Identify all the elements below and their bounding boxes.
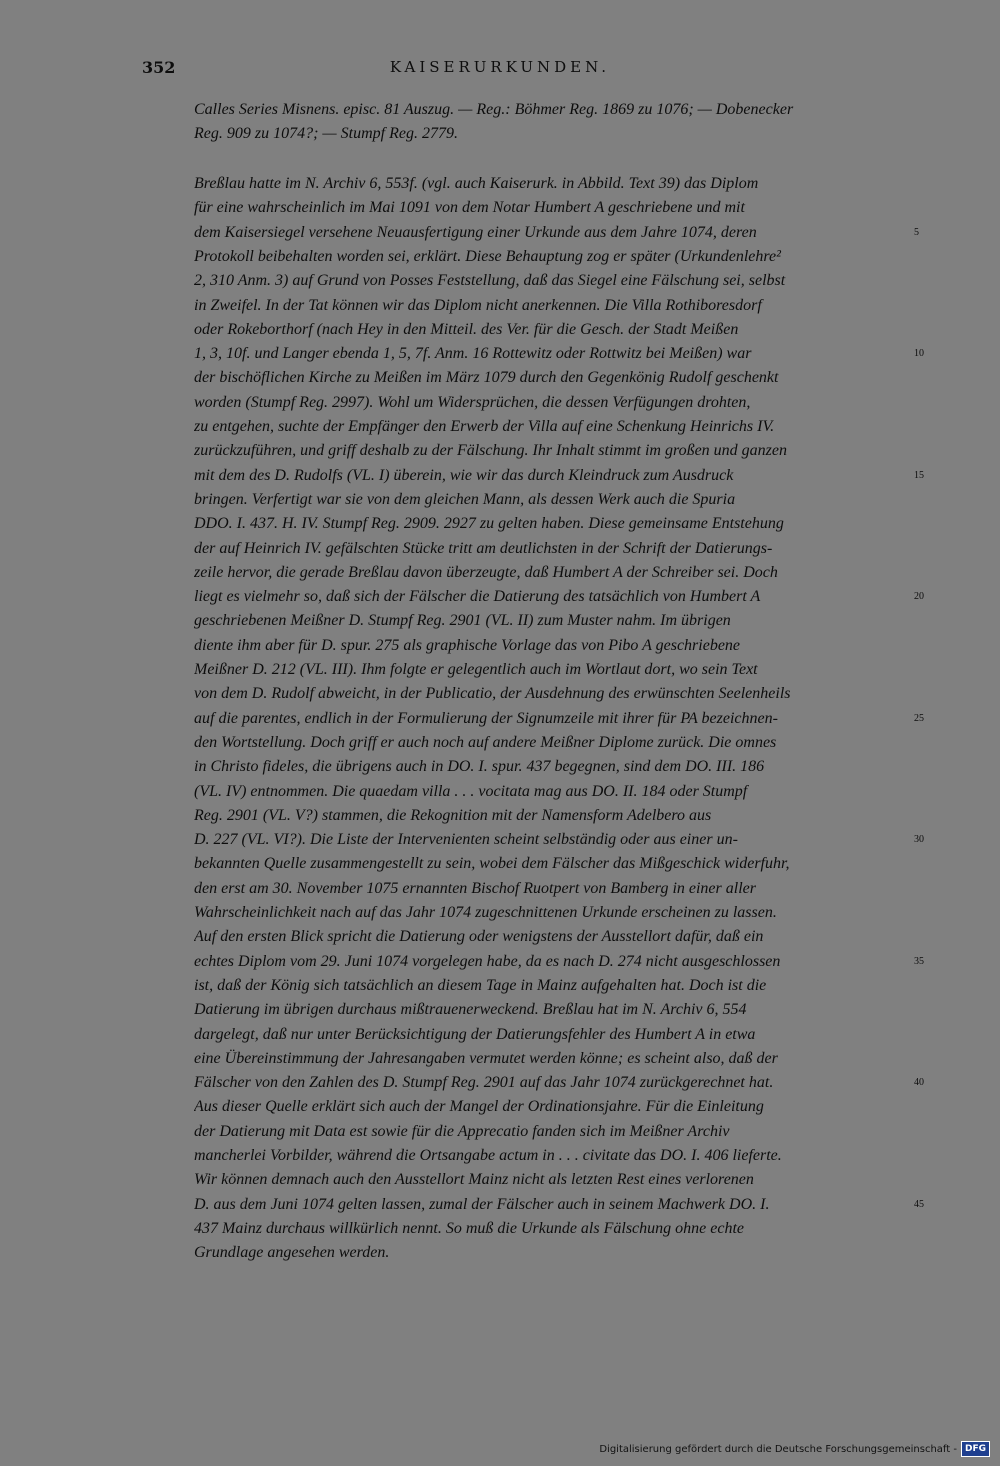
line-text: zu entgehen, suchte der Empfänger den Erwerb der Villa auf eine Schenkung Heinrichs IV.	[194, 418, 775, 435]
line-number: 20	[914, 591, 924, 602]
page-header	[0, 58, 1000, 86]
line-text: 437 Mainz durchaus willkürlich nennt. So muß die Urkunde als Fälschung ohne echte	[194, 1220, 744, 1237]
text-line	[0, 98, 1000, 122]
line-text: von dem D. Rudolf abweicht, in der Publicatio, der Ausdehnung des erwünschten Seelenheils	[194, 685, 791, 702]
line-text: in Christo fideles, die übrigens auch in DO. I. spur. 437 begegnen, sind dem DO. III. 186	[194, 758, 765, 775]
text-line	[0, 925, 1000, 949]
line-text: dem Kaisersiegel versehene Neuausfertigung einer Urkunde aus dem Jahre 1074, deren	[194, 224, 757, 241]
text-line	[0, 950, 1000, 974]
text-line	[0, 877, 1000, 901]
line-text: mancherlei Vorbilder, während die Ortsangabe actum in . . . civitate das DO. I. 406 lieferte.	[194, 1147, 782, 1164]
text-line	[0, 221, 1000, 245]
text-line	[0, 828, 1000, 852]
line-text: Auf den ersten Blick spricht die Datierung oder wenigstens der Ausstellort dafür, daß ein	[194, 928, 764, 945]
line-text: Grundlage angesehen werden.	[194, 1244, 390, 1261]
text-line	[0, 342, 1000, 366]
text-line	[0, 391, 1000, 415]
line-text: Datierung im übrigen durchaus mißtrauenerweckend. Breßlau hat im N. Archiv 6, 554	[194, 1001, 747, 1018]
line-text: Reg. 2901 (VL. V?) stammen, die Rekognition mit der Namensform Adelbero aus	[194, 807, 712, 824]
line-text: dargelegt, daß nur unter Berücksichtigung der Datierungsfehler des Humbert A in etwa	[194, 1026, 756, 1043]
line-text: echtes Diplom vom 29. Juni 1074 vorgelegen habe, da es nach D. 274 nicht ausgeschlossen	[194, 953, 781, 970]
line-text: Meißner D. 212 (VL. III). Ihm folgte er gelegentlich auch im Wortlaut dort, wo sein Text	[194, 661, 758, 678]
page-footer	[599, 1440, 990, 1458]
text-line	[0, 731, 1000, 755]
text-line	[0, 537, 1000, 561]
text-line	[0, 561, 1000, 585]
text-line	[0, 1047, 1000, 1071]
text-line	[0, 1241, 1000, 1265]
line-number: 40	[914, 1077, 924, 1088]
text-line	[0, 122, 1000, 146]
line-text: geschriebenen Meißner D. Stumpf Reg. 2901 (VL. II) zum Muster nahm. Im übrigen	[194, 612, 731, 629]
line-text: diente ihm aber für D. spur. 275 als graphische Vorlage das von Pibo A geschriebene	[194, 637, 741, 654]
line-text: Aus dieser Quelle erklärt sich auch der Mangel der Ordinationsjahre. Für die Einleitung	[194, 1098, 764, 1115]
line-text: bekannten Quelle zusammengestellt zu sein, wobei dem Fälscher das Mißgeschick widerfuhr,	[194, 855, 790, 872]
text-line	[0, 707, 1000, 731]
line-text: worden (Stumpf Reg. 2997). Wohl um Widersprüchen, die dessen Verfügungen drohten,	[194, 394, 751, 411]
text-line	[0, 658, 1000, 682]
line-text: Protokoll beibehalten worden sei, erklärt. Diese Behauptung zog er später (Urkundenlehre²	[194, 248, 781, 265]
text-line	[0, 901, 1000, 925]
text-line	[0, 172, 1000, 196]
line-number: 30	[914, 834, 924, 845]
text-line	[0, 755, 1000, 779]
line-number: 15	[914, 470, 924, 481]
line-text: den Wortstellung. Doch griff er auch noch auf andere Meißner Diplome zurück. Die omnes	[194, 734, 777, 751]
text-line	[0, 780, 1000, 804]
text-line	[0, 585, 1000, 609]
line-text: 2, 310 Anm. 3) auf Grund von Posses Feststellung, daß das Siegel eine Fälschung sei, selbst	[194, 272, 786, 289]
line-text: DDO. I. 437. H. IV. Stumpf Reg. 2909. 2927 zu gelten haben. Diese gemeinsame Entstehung	[194, 515, 784, 532]
text-line	[0, 974, 1000, 998]
line-text: Wir können demnach auch den Ausstellort Mainz nicht als letzten Rest eines verlorenen	[194, 1171, 754, 1188]
line-text: Breßlau hatte im N. Archiv 6, 553f. (vgl. auch Kaiserurk. in Abbild. Text 39) das Diplom	[194, 175, 759, 192]
text-line	[0, 682, 1000, 706]
line-number: 10	[914, 348, 924, 359]
line-text: zeile hervor, die gerade Breßlau davon überzeugte, daß Humbert A der Schreiber sei. Doch	[194, 564, 778, 581]
text-line	[0, 245, 1000, 269]
text-line	[0, 512, 1000, 536]
line-text: den erst am 30. November 1075 ernannten Bischof Ruotpert von Bamberg in einer aller	[194, 880, 756, 897]
running-title: KAISERURKUNDEN.	[389, 58, 611, 76]
digitization-credit: Digitalisierung gefördert durch die Deutsche Forschungsgemeinschaft -	[599, 1443, 957, 1455]
text-line	[0, 318, 1000, 342]
line-text: liegt es vielmehr so, daß sich der Fälscher die Datierung des tatsächlich von Humbert A	[194, 588, 761, 605]
line-text: Fälscher von den Zahlen des D. Stumpf Reg. 2901 auf das Jahr 1074 zurückgerechnet hat.	[194, 1074, 774, 1091]
line-text: zurückzuführen, und griff deshalb zu der Fälschung. Ihr Inhalt stimmt im großen und ganzen	[194, 442, 788, 459]
page-number: 352	[142, 58, 176, 77]
line-text: der bischöflichen Kirche zu Meißen im März 1079 durch den Gegenkönig Rudolf geschenkt	[194, 369, 779, 386]
text-line	[0, 488, 1000, 512]
line-text: der auf Heinrich IV. gefälschten Stücke tritt am deutlichsten in der Schrift der Datierungs-	[194, 540, 773, 557]
line-number: 35	[914, 956, 924, 967]
text-line	[0, 804, 1000, 828]
text-line	[0, 609, 1000, 633]
line-text: ist, daß der König sich tatsächlich an diesem Tage in Mainz aufgehalten hat. Doch ist die	[194, 977, 767, 994]
line-text: Calles Series Misnens. episc. 81 Auszug. — Reg.: Böhmer Reg. 1869 zu 1076; — Dobenecker	[194, 101, 794, 118]
text-line	[0, 415, 1000, 439]
text-line	[0, 366, 1000, 390]
line-text: 1, 3, 10f. und Langer ebenda 1, 5, 7f. Anm. 16 Rottewitz oder Rottwitz bei Meißen) war	[194, 345, 752, 362]
text-line	[0, 196, 1000, 220]
line-text: mit dem des D. Rudolfs (VL. I) überein, wie wir das durch Kleindruck zum Ausdruck	[194, 467, 734, 484]
line-text: (VL. IV) entnommen. Die quaedam villa . . . vocitata mag aus DO. II. 184 oder Stumpf	[194, 783, 748, 800]
text-line	[0, 1023, 1000, 1047]
line-text: auf die parentes, endlich in der Formulierung der Signumzeile mit ihrer für PA bezeichnen-	[194, 710, 778, 727]
line-text: D. aus dem Juni 1074 gelten lassen, zumal der Fälscher auch in seinem Machwerk DO. I.	[194, 1196, 770, 1213]
line-text: Reg. 909 zu 1074?; — Stumpf Reg. 2779.	[194, 125, 458, 142]
line-number: 5	[914, 227, 919, 238]
text-line	[0, 1168, 1000, 1192]
line-text: eine Übereinstimmung der Jahresangaben vermutet werden könne; es scheint also, daß der	[194, 1050, 778, 1067]
text-line	[0, 998, 1000, 1022]
text-line	[0, 1120, 1000, 1144]
line-text: D. 227 (VL. VI?). Die Liste der Intervenienten scheint selbständig oder aus einer un-	[194, 831, 738, 848]
line-number: 45	[914, 1199, 924, 1210]
text-line	[0, 1144, 1000, 1168]
line-text: Wahrscheinlichkeit nach auf das Jahr 1074 zugeschnittenen Urkunde erscheinen zu lassen.	[194, 904, 777, 921]
line-text: für eine wahrscheinlich im Mai 1091 von dem Notar Humbert A geschriebene und mit	[194, 199, 745, 216]
text-line	[0, 439, 1000, 463]
text-line	[0, 294, 1000, 318]
line-text: der Datierung mit Data est sowie für die Apprecatio fanden sich im Meißner Archiv	[194, 1123, 730, 1140]
text-line	[0, 1095, 1000, 1119]
text-line	[0, 1193, 1000, 1217]
text-line	[0, 1071, 1000, 1095]
line-text: in Zweifel. In der Tat können wir das Diplom nicht anerkennen. Die Villa Rothiboresdorf	[194, 297, 762, 314]
text-line	[0, 852, 1000, 876]
text-line	[0, 464, 1000, 488]
text-line	[0, 1217, 1000, 1241]
dfg-logo: DFG	[961, 1441, 990, 1457]
line-text: oder Rokeborthorf (nach Hey in den Mitteil. des Ver. für die Gesch. der Stadt Meißen	[194, 321, 739, 338]
text-line	[0, 634, 1000, 658]
line-number: 25	[914, 713, 924, 724]
text-line	[0, 269, 1000, 293]
line-text: bringen. Verfertigt war sie von dem gleichen Mann, als dessen Werk auch die Spuria	[194, 491, 736, 508]
